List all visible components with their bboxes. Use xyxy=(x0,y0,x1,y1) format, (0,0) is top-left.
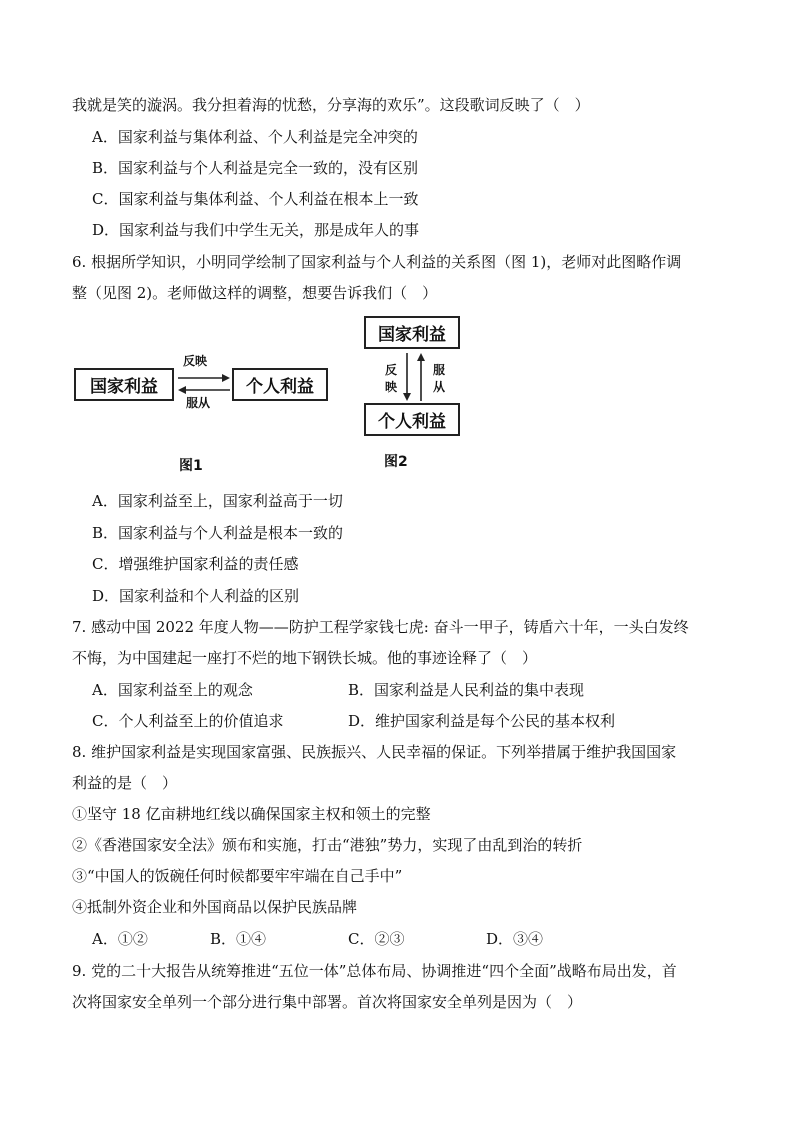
q5-option-d: D．国家利益与我们中学生无关，那是成年人的事 xyxy=(92,221,420,239)
q7-option-b: B．国家利益是人民利益的集中表现 xyxy=(348,681,585,699)
q8-option-c: C．②③ xyxy=(348,930,405,948)
q8-item-2: ②《香港国家安全法》颁布和实施，打击“港独”势力，实现了由乱到治的转折 xyxy=(72,836,583,854)
q8-item-1: ①坚守 18 亿亩耕地红线以确保国家主权和领土的完整 xyxy=(72,805,431,823)
fig1-reflect-label: 反映 xyxy=(183,354,208,368)
fig2-reflect-label-2: 映 xyxy=(384,380,397,394)
fig2-arrows xyxy=(400,351,428,403)
fig1-obey-label: 服从 xyxy=(186,396,211,410)
q8-option-d: D．③④ xyxy=(486,930,544,948)
q7-stem-line1: 7. 感动中国 2022 年度人物——防护工程学家钱七虎: 奋斗一甲子，铸盾六十年，一头白发终 xyxy=(72,618,689,636)
q6-option-b: B．国家利益与个人利益是根本一致的 xyxy=(92,524,344,542)
q5-option-b: B．国家利益与个人利益是完全一致的，没有区别 xyxy=(92,159,419,177)
q6-stem-line2: 整（见图 2)。老师做这样的调整，想要告诉我们（ ） xyxy=(72,284,438,302)
q6-option-d: D．国家利益和个人利益的区别 xyxy=(92,587,300,605)
q9-stem-line2: 次将国家安全单列一个部分进行集中部署。首次将国家安全单列是因为（ ） xyxy=(72,993,583,1011)
fig1-national-interest-box: 国家利益 xyxy=(74,368,174,401)
q8-stem-line1: 8. 维护国家利益是实现国家富强、民族振兴、人民幸福的保证。下列举措属于维护我国国家 xyxy=(72,743,677,761)
fig2-reflect-label-1: 反 xyxy=(384,363,397,377)
fig1-personal-interest-box: 个人利益 xyxy=(232,368,328,401)
fig2-obey-label-2: 从 xyxy=(432,380,445,394)
fig1-arrows xyxy=(176,370,232,400)
fig2-national-interest-box: 国家利益 xyxy=(364,316,460,349)
fig2-caption: 图2 xyxy=(384,454,408,470)
q8-item-4: ④抵制外资企业和外国商品以保护民族品牌 xyxy=(72,898,358,916)
q7-option-d: D．维护国家利益是每个公民的基本权利 xyxy=(348,712,616,730)
fig2-personal-interest-box: 个人利益 xyxy=(364,403,460,436)
q5-stem: 我就是笑的漩涡。我分担着海的忧愁，分享海的欢乐”。这段歌词反映了（ ） xyxy=(72,96,590,114)
q7-stem-line2: 不悔，为中国建起一座打不烂的地下钢铁长城。他的事迹诠释了（ ） xyxy=(72,649,538,667)
q9-stem-line1: 9. 党的二十大报告从统筹推进“五位一体”总体布局、协调推进“四个全面”战略布局出发，首 xyxy=(72,962,677,980)
q7-option-a: A．国家利益至上的观念 xyxy=(92,681,253,699)
q8-stem-line2: 利益的是（ ） xyxy=(72,774,178,792)
q7-option-c: C．个人利益至上的价值追求 xyxy=(92,712,284,730)
q8-option-a: A．①② xyxy=(92,930,148,948)
fig1-caption: 图1 xyxy=(179,458,203,474)
q5-option-a: A．国家利益与集体利益、个人利益是完全冲突的 xyxy=(92,128,418,146)
q6-option-a: A．国家利益至上，国家利益高于一切 xyxy=(92,492,343,510)
q8-option-b: B．①④ xyxy=(210,930,267,948)
q6-option-c: C．增强维护国家利益的责任感 xyxy=(92,555,299,573)
q6-stem-line1: 6. 根据所学知识，小明同学绘制了国家利益与个人利益的关系图（图 1)，老师对此图略作调 xyxy=(72,253,682,271)
q8-item-3: ③“中国人的饭碗任何时候都要牢牢端在自己手中” xyxy=(72,867,403,885)
fig2-obey-label-1: 服 xyxy=(432,363,445,377)
q5-option-c: C．国家利益与集体利益、个人利益在根本上一致 xyxy=(92,190,419,208)
